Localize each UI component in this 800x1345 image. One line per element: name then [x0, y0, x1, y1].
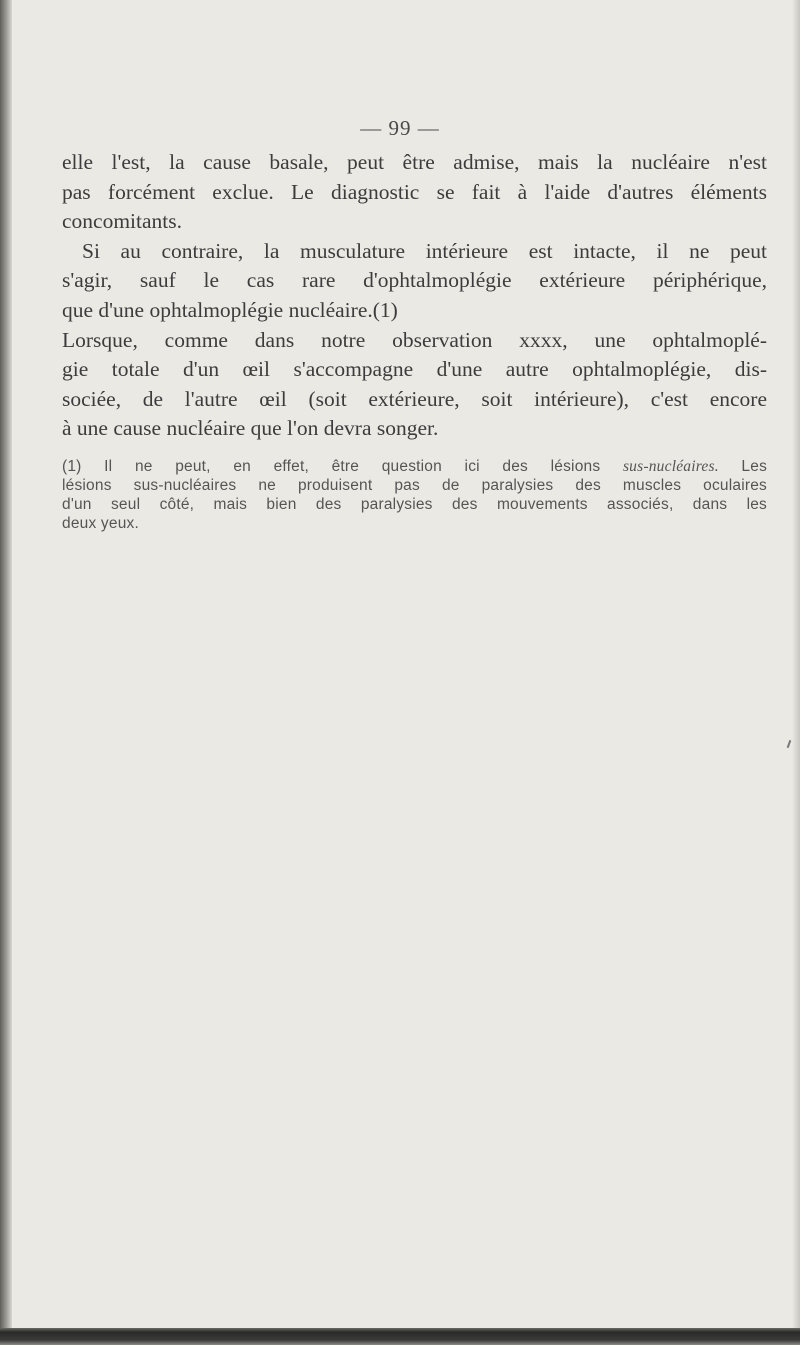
- footnote-line: lésions sus-nucléaires ne produisent pas de paralysies des muscles oculaires: [62, 477, 767, 494]
- footnote-line: d'un seul côté, mais bien des paralysies des mouvements associés, dans les: [62, 496, 767, 513]
- paragraph-1: [62, 148, 767, 237]
- page-binding-edge: [0, 0, 12, 1330]
- text-line: que d'une ophtalmoplégie nucléaire.(1): [62, 297, 398, 322]
- text-line: Si au contraire, la musculature intérieure est intacte, il ne peut: [82, 238, 767, 263]
- page-right-edge: [792, 0, 800, 1330]
- text-line: elle l'est, la cause basale, peut être admise, mais la nucléaire n'est: [62, 150, 767, 174]
- footnote-line: deux yeux.: [62, 515, 139, 532]
- paragraph-2: [62, 237, 767, 326]
- footnote-text: Les: [741, 458, 768, 475]
- text-line: à une cause nucléaire que l'on devra songer.: [62, 416, 439, 441]
- text-line: sociée, de l'autre œil (soit extérieure, soit intérieure), c'est encore: [62, 386, 767, 411]
- text-line: gie totale d'un œil s'accompagne d'une autre ophtalmoplégie, dis-: [62, 357, 767, 382]
- footnote-italic-term: sus-nucléaires.: [622, 458, 719, 475]
- footnote-line: [62, 457, 767, 476]
- text-line: Lorsque, comme dans notre observation xxxx, une ophtalmoplé-: [62, 327, 767, 352]
- paragraph-3: [62, 326, 767, 444]
- text-line: pas forcément exclue. Le diagnostic se fait à l'aide d'autres éléments: [62, 179, 767, 204]
- footnote-text: (1) Il ne peut, en effet, être question ici des lésions: [62, 458, 601, 475]
- body-text: [62, 148, 767, 444]
- text-line: s'agir, sauf le cas rare d'ophtalmoplégie extérieure périphérique,: [62, 268, 767, 293]
- scan-bottom-border: [0, 1328, 800, 1345]
- page-number: — 99 —: [360, 116, 440, 140]
- footnote: [62, 457, 767, 533]
- text-line: concomitants.: [62, 209, 183, 234]
- ink-speck: [787, 740, 792, 748]
